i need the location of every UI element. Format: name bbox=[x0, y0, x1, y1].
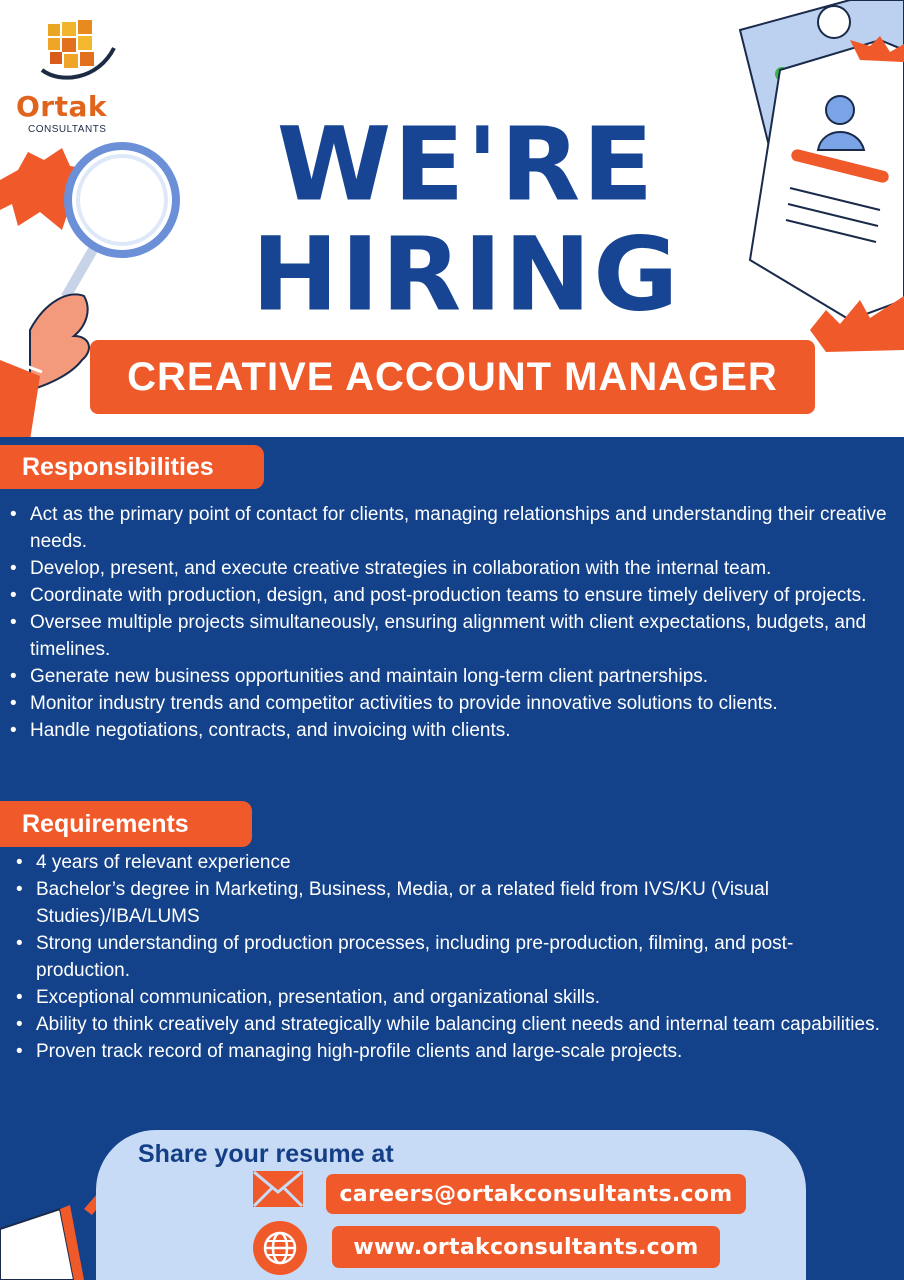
contact-box bbox=[96, 1130, 806, 1280]
logo-name: Ortak bbox=[16, 90, 108, 123]
list-item: • Ability to think creatively and strategically while balancing client needs and internal team capabilities. bbox=[14, 1011, 884, 1038]
list-item: • Handle negotiations, contracts, and invoicing with clients. bbox=[8, 717, 888, 744]
headline-line-1: WE'RE bbox=[276, 104, 656, 224]
list-item: • Generate new business opportunities and maintain long-term client partnerships. bbox=[8, 663, 888, 690]
list-item: • 4 years of relevant experience bbox=[14, 849, 884, 876]
requirements-heading: Requirements bbox=[22, 809, 189, 838]
list-item: • Exceptional communication, presentation, and organizational skills. bbox=[14, 984, 884, 1011]
company-logo bbox=[14, 14, 124, 135]
list-item: • Develop, present, and execute creative strategies in collaboration with the internal team. bbox=[8, 555, 888, 582]
list-item: • Monitor industry trends and competitor activities to provide innovative solutions to clients. bbox=[8, 690, 888, 717]
list-item: • Act as the primary point of contact for clients, managing relationships and understanding their creative needs. bbox=[8, 501, 888, 555]
header-section bbox=[0, 0, 904, 437]
globe-icon bbox=[252, 1220, 308, 1276]
email-address: careers@ortakconsultants.com bbox=[339, 1181, 733, 1207]
list-item: • Coordinate with production, design, and post-production teams to ensure timely delivery of projects. bbox=[8, 582, 888, 609]
details-section bbox=[0, 437, 904, 1280]
logo-tagline: CONSULTANTS bbox=[28, 124, 107, 135]
list-item: • Bachelor’s degree in Marketing, Business, Media, or a related field from IVS/KU (Visual Studies)/IBA/LUMS bbox=[14, 876, 884, 930]
list-item: • Proven track record of managing high-profile clients and large-scale projects. bbox=[14, 1038, 884, 1065]
email-icon bbox=[252, 1170, 304, 1208]
share-resume-label: Share your resume at bbox=[138, 1140, 394, 1168]
website-link[interactable] bbox=[332, 1226, 720, 1268]
job-title-banner bbox=[90, 340, 815, 414]
website-url: www.ortakconsultants.com bbox=[353, 1234, 699, 1260]
requirements-tab bbox=[0, 801, 252, 847]
job-title: CREATIVE ACCOUNT MANAGER bbox=[127, 354, 778, 399]
responsibilities-heading: Responsibilities bbox=[22, 452, 214, 481]
list-item: • Strong understanding of production processes, including pre-production, filming, and post-production. bbox=[14, 930, 884, 984]
headline-line-2: HIRING bbox=[251, 214, 681, 334]
requirements-list bbox=[14, 849, 884, 1065]
responsibilities-tab bbox=[0, 445, 264, 489]
email-link[interactable] bbox=[326, 1174, 746, 1214]
responsibilities-list bbox=[8, 501, 888, 744]
logo-cube-icon bbox=[40, 18, 120, 88]
list-item: • Oversee multiple projects simultaneously, ensuring alignment with client expectations, budgets, and timelines. bbox=[8, 609, 888, 663]
